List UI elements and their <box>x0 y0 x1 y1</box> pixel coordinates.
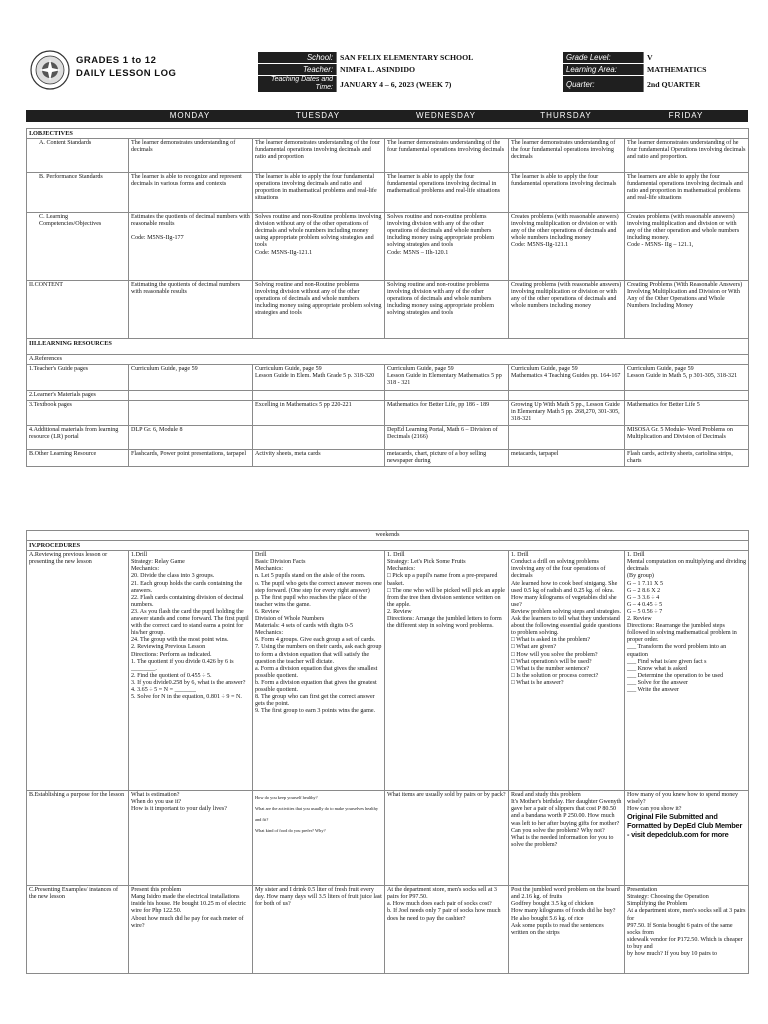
deped-seal-icon <box>30 50 70 90</box>
teachers-guide-label: 1.Teacher's Guide pages <box>27 365 129 391</box>
purpose-wednesday: What items are usually sold by pairs or by pack? <box>385 791 509 886</box>
purpose-monday: What is estimation? When do you use it? How is it important to your daily lives? <box>129 791 253 886</box>
day-thursday: THURSDAY <box>540 111 592 120</box>
presenting-monday: Present this problem Mang Isidro made the electrical installations inside his house. He bought 10.25 m of electric wire for Php 122.50. About how much did he pay for each meter of wire? <box>129 886 253 974</box>
review-label: A.Reviewing previous lesson or presenting the new lesson <box>27 551 129 791</box>
purpose-thursday: Read and study this problem It's Mother's birthday. Her daughter Gwenyth gave her a pair of slippers that cost P 80.50 and a bandana worth P 250.00. How much was left to her after buying gifts for mother? Can you solve the problem? Why not? What is the needed information for you to solve the problem? <box>509 791 625 886</box>
additional-materials-thursday <box>509 425 625 449</box>
presenting-tuesday: My sister and I drink 0.5 liter of fresh fruit every day. How many days will 3.5 liters of fruit juice last for both of us? <box>253 886 385 974</box>
purpose-label: B.Establishing a purpose for the lesson <box>27 791 129 886</box>
purpose-tuesday: How do you keep yourself healthy? What are the activities that you usually do to make yourselves healthy and fit? What kind of food do you prefer? Why? <box>253 791 385 886</box>
competencies-wednesday: Solves routine and non-routine problems involving division with any of the other operations of decimals and whole numbers including money using appropriate problem solving strategies and tools Code: M5NS – IIh-120.1 <box>385 213 509 281</box>
additional-materials-tuesday <box>253 425 385 449</box>
other-resource-tuesday: Activity sheets, meta cards <box>253 449 385 466</box>
quarter-value: 2nd QUARTER <box>644 76 749 93</box>
additional-materials-wednesday: DepEd Learning Portal, Math 6 – Division of Decimals (2166) <box>385 425 509 449</box>
grade-label: Grade Level: <box>563 52 644 64</box>
day-wednesday: WEDNESDAY <box>416 111 476 120</box>
teachers-guide-friday: Curriculum Guide, page 59 Lesson Guide in Math 5, p 301-305, 318-321 <box>625 365 749 391</box>
performance-standards-monday: The learner is able to recognize and represent decimals in various forms and contexts <box>129 173 253 213</box>
other-resource-wednesday: metacards, chart, picture of a boy selling newspaper during <box>385 449 509 466</box>
day-friday: FRIDAY <box>668 111 704 120</box>
content-standards-tuesday: The learner demonstrates understanding of the four fundamental operations involving decimals and ratio and proportion <box>253 139 385 173</box>
learning-resources-heading: III.LEARNING RESOURCES <box>27 339 749 355</box>
textbook-friday: Mathematics for Better Life 5 <box>625 401 749 425</box>
additional-materials-label: 4.Additional materials from learning resource (LR) portal <box>27 425 129 449</box>
content-monday: Estimating the quotients of decimal numbers with reasonable results <box>129 281 253 339</box>
school-value: SAN FELIX ELEMENTARY SCHOOL <box>337 52 564 64</box>
review-tuesday: Drill Basic Division Facts Mechanics: n. Let 5 pupils stand on the aisle of the room. o. The pupil who gets the correct answer moves one step forward. (One step for every right answer) p. The first pupil who reaches the place of the teacher wins the game. 6. Review Division of Whole Numbers Materials: 4 sets of cards with digits 0-5 Mechanics: 6. Form 4 groups. Give each group a set of cards. 7. Using the numbers on their cards, ask each group to form a division equation that will satisfy the question the teacher will dictate. a. Form a division equation that gives the smallest possible quotient. b. Form a division equation that gives the greatest possible quotient. 8. The group who can first get the correct answer gets the point. 9. The first group to earn 3 points wins the game. <box>253 551 385 791</box>
presenting-label: C.Presenting Examples/ instances of the new lesson <box>27 886 129 974</box>
performance-standards-friday: The learners are able to apply the four fundamental operations involving decimals and ratio and proportion in mathematical problems and real-life situations <box>625 173 749 213</box>
grade-value: V <box>644 52 749 64</box>
teachers-guide-monday: Curriculum Guide, page 59 <box>129 365 253 391</box>
day-tuesday: TUESDAY <box>295 111 341 120</box>
additional-materials-monday: DLP Gr. 6, Module 8 <box>129 425 253 449</box>
content-wednesday: Solving routine and non-routine problems involving division with any of the other operations of decimals and whole numbers including money using appropriate problem solving strategies and tools <box>385 281 509 339</box>
objectives-table <box>26 128 749 467</box>
procedures-heading: IV.PROCEDURES <box>27 541 749 551</box>
teachers-guide-thursday: Curriculum Guide, page 59 Mathematics 4 Teaching Guides pp. 164-167 <box>509 365 625 391</box>
performance-standards-thursday: The learner is able to apply the four fundamental operations involving decimals <box>509 173 625 213</box>
additional-materials-friday: MISOSA Gr. 5 Module- Word Problems on Multiplication and Division of Decimals <box>625 425 749 449</box>
content-standards-wednesday: The learner demonstrates understanding of the four fundamental operations involving decimals <box>385 139 509 173</box>
content-standards-friday: The learner demonstrates understanding of he four fundamental Operations involving decimals and ratio and proportion. <box>625 139 749 173</box>
depedclub-watermark: Original File Submitted and Formatted by DepEd Club Member - visit depedclub.com for more <box>627 812 743 839</box>
performance-standards-tuesday: The learner is able to apply the four fundamental operations involving decimals and ratio and proportion in mathematical problems and real-life situations <box>253 173 385 213</box>
weekends-note: weekends <box>27 531 749 541</box>
content-friday: Creating Problems (With Reasonable Answers) Involving Multiplication and Division or With Any of the Other Operations and Whole Numbers Including Money <box>625 281 749 339</box>
presenting-thursday: Post the jumbled word problem on the board and 2.16 kg. of fruits Godfrey bought 3.5 kg of chicken How many kilograms of foods did he buy? He also bought 5.6 kg. of rice Ask some pupils to read the sentences written on the strips <box>509 886 625 974</box>
procedures-table <box>26 530 749 974</box>
quarter-label: Quarter: <box>563 76 644 93</box>
other-resource-monday: Flashcards, Power point presentations, tarpapel <box>129 449 253 466</box>
references-heading: A.References <box>27 355 749 365</box>
title-line-1: GRADES 1 to 12 <box>76 55 157 66</box>
learners-materials-label: 2.Learner's Materials pages <box>27 391 129 401</box>
review-monday: 1.Drill Strategy: Relay Game Mechanics: 20. Divide the class into 3 groups. 21. Each group holds the cards containing the answers. 22. Flash cards containing division of decimal numbers. 23. As you flash the card the pupil holding the answer stands and come forward. The first pupil with the correct card to stand earns a point for his/her group. 24. The group with the most point wins. 2. Reviewing Previous Lesson Directions: Perform as indicated. 1. The quotient if you divide 0.426 by 6 is ________. 2. Find the quotient of 0.455 ÷ 5. 3. If you divide0.258 by 6, what is the answer? 4. 3.65 ÷ 5 = N = _______ 5. Solve for N in the equation, 0.801 ÷ 9 = N. <box>129 551 253 791</box>
presenting-wednesday: At the department store, men's socks sell at 3 pairs for P97.50. a. How much does each pair of socks cost? b. If Joel needs only 7 pair of socks how much does he need to pay the cashier? <box>385 886 509 974</box>
performance-standards-label: B. Performance Standards <box>27 173 129 213</box>
school-label: School: <box>258 52 337 64</box>
objectives-heading: I.OBJECTIVES <box>27 129 749 139</box>
teachers-guide-wednesday: Curriculum Guide, page 59 Lesson Guide in Elementary Mathematics 5 pp 318 - 321 <box>385 365 509 391</box>
competencies-tuesday: Solves routine and non-Routine problems involving division without any of the other operations of decimals and whole numbers including money using appropriate problem solving strategies and tools Code: M5NS-IIg-121.1 <box>253 213 385 281</box>
content-tuesday: Solving routine and non-Routine problems involving division without any of the other operations of decimals and whole numbers including money using appropriate problem solving strategies and tools <box>253 281 385 339</box>
review-thursday: 1. Drill Conduct a drill on solving problems involving any of the four operations of decimals Ate learned how to cook beef sinigang. She used 0.5 kg of radish and 0.25 kg. of okra. How many kilograms of vegetables did she use? Review problem solving steps and strategies. Ask the learners to tell what they understand about the following essential guide questions to problem solving. □ What is asked in the problem? □ What are given? □ How will you solve the problem? □ What operation/s will be used? □ What is the number sentence? □ Is the solution or process correct? □ What is he answer? <box>509 551 625 791</box>
content-standards-label: A. Content Standards <box>27 139 129 173</box>
day-monday: MONDAY <box>169 111 211 120</box>
dates-label: Teaching Dates and Time: <box>258 76 337 93</box>
teacher-label: Teacher: <box>258 64 337 76</box>
content-standards-monday: The learner demonstrates understanding of decimals <box>129 139 253 173</box>
purpose-friday-cell <box>625 791 749 886</box>
textbook-monday <box>129 401 253 425</box>
textbook-label: 3.Textbook pages <box>27 401 129 425</box>
competencies-friday: Creates problems (with reasonable answers) involving multiplication and division or with any of the other operation and whole numbers including money. Code - M5NS- IIg – 121.1, <box>625 213 749 281</box>
teacher-value: NIMFA L. ASINDIDO <box>337 64 564 76</box>
other-resource-label: B.Other Learning Resource <box>27 449 129 466</box>
competencies-monday: Estimates the quotients of decimal numbers with reasonable results Code: M5NS-IIg-177 <box>129 213 253 281</box>
other-resource-thursday: metacards, tarpapel <box>509 449 625 466</box>
teachers-guide-tuesday: Curriculum Guide, page 59 Lesson Guide in Elem. Math Grade 5 p. 318-320 <box>253 365 385 391</box>
review-wednesday: 1. Drill Strategy: Let's Pick Some Fruits Mechanics: □ Pick up a pupil's name from a pre-prepared basket. □ The one who will be picked will pick an apple from the tree then division sentence written on the apple. 2. Review Directions: Arrange the jumbled letters to form the different step in solving word problems. <box>385 551 509 791</box>
header <box>26 48 748 102</box>
document-title <box>76 54 176 80</box>
content-standards-thursday: The learner demonstrates understanding of the four fundamental operations involving decimals <box>509 139 625 173</box>
competencies-thursday: Creates problems (with reasonable answers) involving multiplication or division or with any of the other operations of decimals and whole numbers including money Code: M5NS-IIg-121.1 <box>509 213 625 281</box>
textbook-thursday: Growing Up With Math 5 pp., Lesson Guide in Elementary Math 5 pp. 268,270, 301-305, 318-321 <box>509 401 625 425</box>
lesson-log-page-2 <box>26 530 748 974</box>
dates-value: JANUARY 4 – 6, 2023 (WEEK 7) <box>337 76 564 93</box>
review-friday: 1. Drill Mental computation on multiplying and dividing decimals (By group) G – 1 7.11 X 5 G – 2 8.6 X 2 G – 3 3.6 ÷ 4 G – 4 0.45 ÷ 5 G – 5 0.56 ÷ 7 2. Review Directions: Rearrange the jumbled steps followed in solving mathematical problem in proper order. ___ Transform the word problem into an equation ___ Find what is/are given fact s ___ Know what is asked ___ Determine the operation to be used ___ Solve for the answer ___ Write the answer <box>625 551 749 791</box>
content-thursday: Creating problems (with reasonable answers) involving multiplication or division or with any of the other operations of decimals and whole numbers including money <box>509 281 625 339</box>
competencies-label: C. Learning Competencies/Objectives <box>27 213 129 281</box>
presenting-friday: Presentation Strategy: Choosing the Operation Simplifying the Problem At a department store, men's socks sell at 3 pairs for P97.50. If Sonia bought 6 pairs of the same socks from sidewalk vendor for P172.50. Which is cheaper to buy and by how much? If you buy 10 pairs to <box>625 886 749 974</box>
area-value: MATHEMATICS <box>644 64 749 76</box>
area-label: Learning Area: <box>563 64 644 76</box>
lesson-log-page-1 <box>26 48 748 467</box>
other-resource-friday: Flash cards, activity sheets, cartolina strips, charts <box>625 449 749 466</box>
performance-standards-wednesday: The learner is able to apply the four fundamental operations involving decimal in mathematical problems and real-life situations <box>385 173 509 213</box>
textbook-tuesday: Excelling in Mathematics 5 pp 220-221 <box>253 401 385 425</box>
day-header-bar <box>26 110 748 122</box>
title-line-2: DAILY LESSON LOG <box>76 68 177 79</box>
purpose-friday: How many of you knew how to spend money wisely? How can you show it? <box>627 792 739 813</box>
content-label: II.CONTENT <box>27 281 129 339</box>
header-info-table <box>258 52 748 93</box>
textbook-wednesday: Mathematics for Better Life, pp 186 - 189 <box>385 401 509 425</box>
